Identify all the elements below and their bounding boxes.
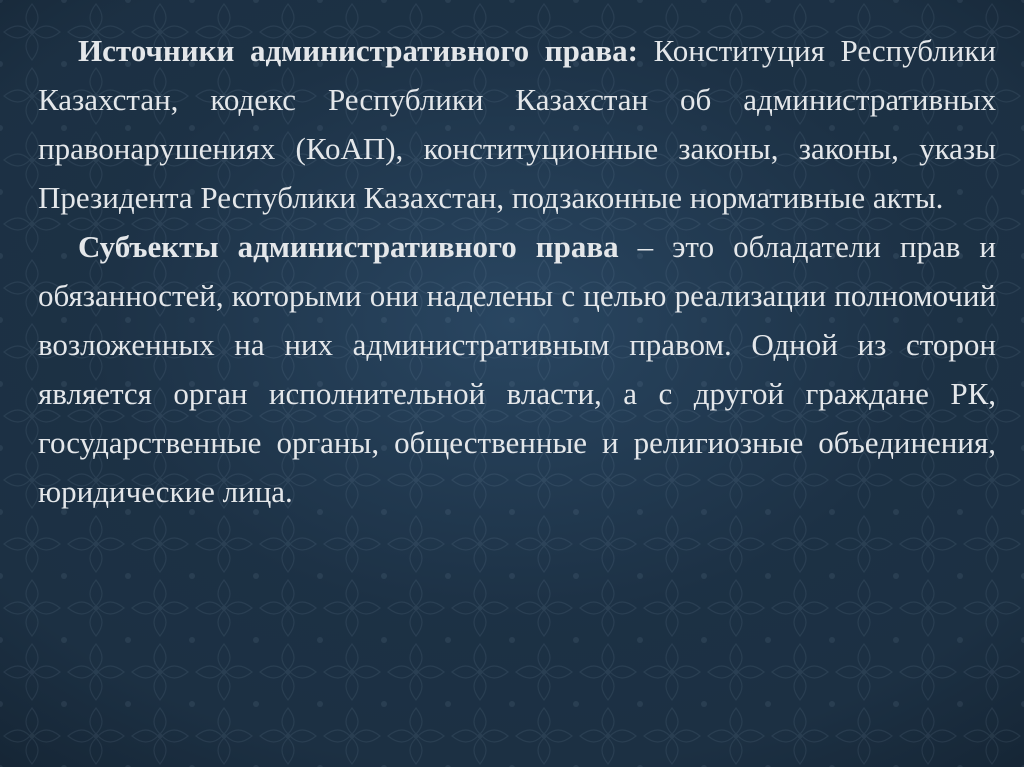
paragraph-sources	[38, 26, 996, 222]
term-subjects: Субъекты административного права	[78, 229, 619, 264]
slide-body	[38, 26, 996, 516]
definition-subjects: – это обладатели прав и обязанностей, которыми они наделены с целью реализации полномочий возложенных на них административным правом. Одной из сторон является орган исполнительной власти, а с другой граждане РК, государственные органы, общественные и религиозные объединения, юридические лица.	[38, 229, 996, 509]
term-sources: Источники административного права:	[78, 33, 638, 68]
paragraph-subjects	[38, 222, 996, 516]
definition-sources: Конституция Республики Казахстан, кодекс Республики Казахстан об административных правонарушениях (КоАП), конституционные законы, законы, указы Президента Республики Казахстан, подзаконные нормативные акты.	[38, 33, 996, 215]
